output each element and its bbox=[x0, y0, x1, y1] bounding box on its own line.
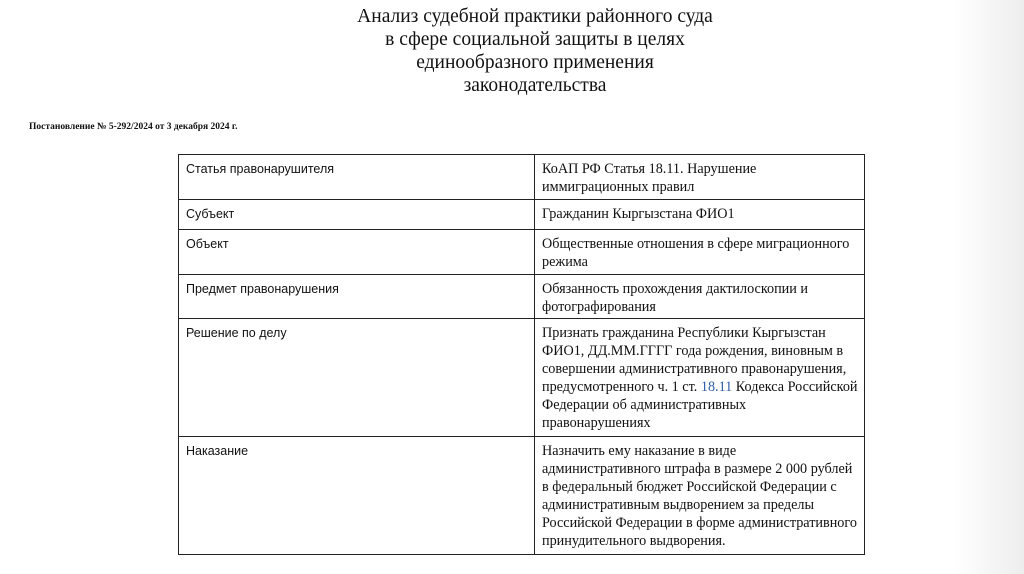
decree-reference: Постановление № 5-292/2024 от 3 декабря 2024 г. bbox=[29, 122, 238, 132]
table-row bbox=[179, 200, 865, 230]
row-value bbox=[535, 319, 865, 437]
title-line-2: в сфере социальной защиты в целях bbox=[385, 29, 685, 50]
table-row bbox=[179, 319, 865, 437]
page-title bbox=[260, 5, 810, 97]
table-row bbox=[179, 230, 865, 275]
row-value: Обязанность прохождения дактилоскопии и фотографирования bbox=[535, 275, 865, 319]
decision-text-end: Кодекса Российской Федерации об административных правонарушениях bbox=[542, 379, 858, 431]
row-label: Наказание bbox=[179, 437, 535, 555]
title-line-3: единообразного применения bbox=[416, 52, 654, 73]
table-row bbox=[179, 155, 865, 200]
title-line-4: законодательства bbox=[463, 75, 607, 96]
table-row bbox=[179, 437, 865, 555]
row-value: КоАП РФ Статья 18.11. Нарушение иммиграционных правил bbox=[535, 155, 865, 200]
case-info-table bbox=[178, 154, 865, 555]
row-label: Статья правонарушителя bbox=[179, 155, 535, 200]
row-label: Предмет правонарушения bbox=[179, 275, 535, 319]
row-value: Общественные отношения в сфере миграционного режима bbox=[535, 230, 865, 275]
row-label: Объект bbox=[179, 230, 535, 275]
row-label: Решение по делу bbox=[179, 319, 535, 437]
row-value: Назначить ему наказание в виде административного штрафа в размере 2 000 рублей в федеральный бюджет Российской Федерации с административным выдворением за пределы Российской Федерации в форме административного принудительного выдворения. bbox=[535, 437, 865, 555]
page-edge-shadow bbox=[954, 0, 1024, 574]
row-value: Гражданин Кыргызстана ФИО1 bbox=[535, 200, 865, 230]
title-line-1: Анализ судебной практики районного суда bbox=[357, 6, 713, 27]
article-link[interactable]: 18.11 bbox=[700, 379, 733, 395]
table-row bbox=[179, 275, 865, 319]
decision-text-start: Признать гражданина Республики Кыргызстан ФИО1, ДД.ММ.ГГГГ года рождения, виновным в совершении административного правонарушения, предусмотренного ч. 1 ст. bbox=[542, 325, 847, 395]
row-label: Субъект bbox=[179, 200, 535, 230]
